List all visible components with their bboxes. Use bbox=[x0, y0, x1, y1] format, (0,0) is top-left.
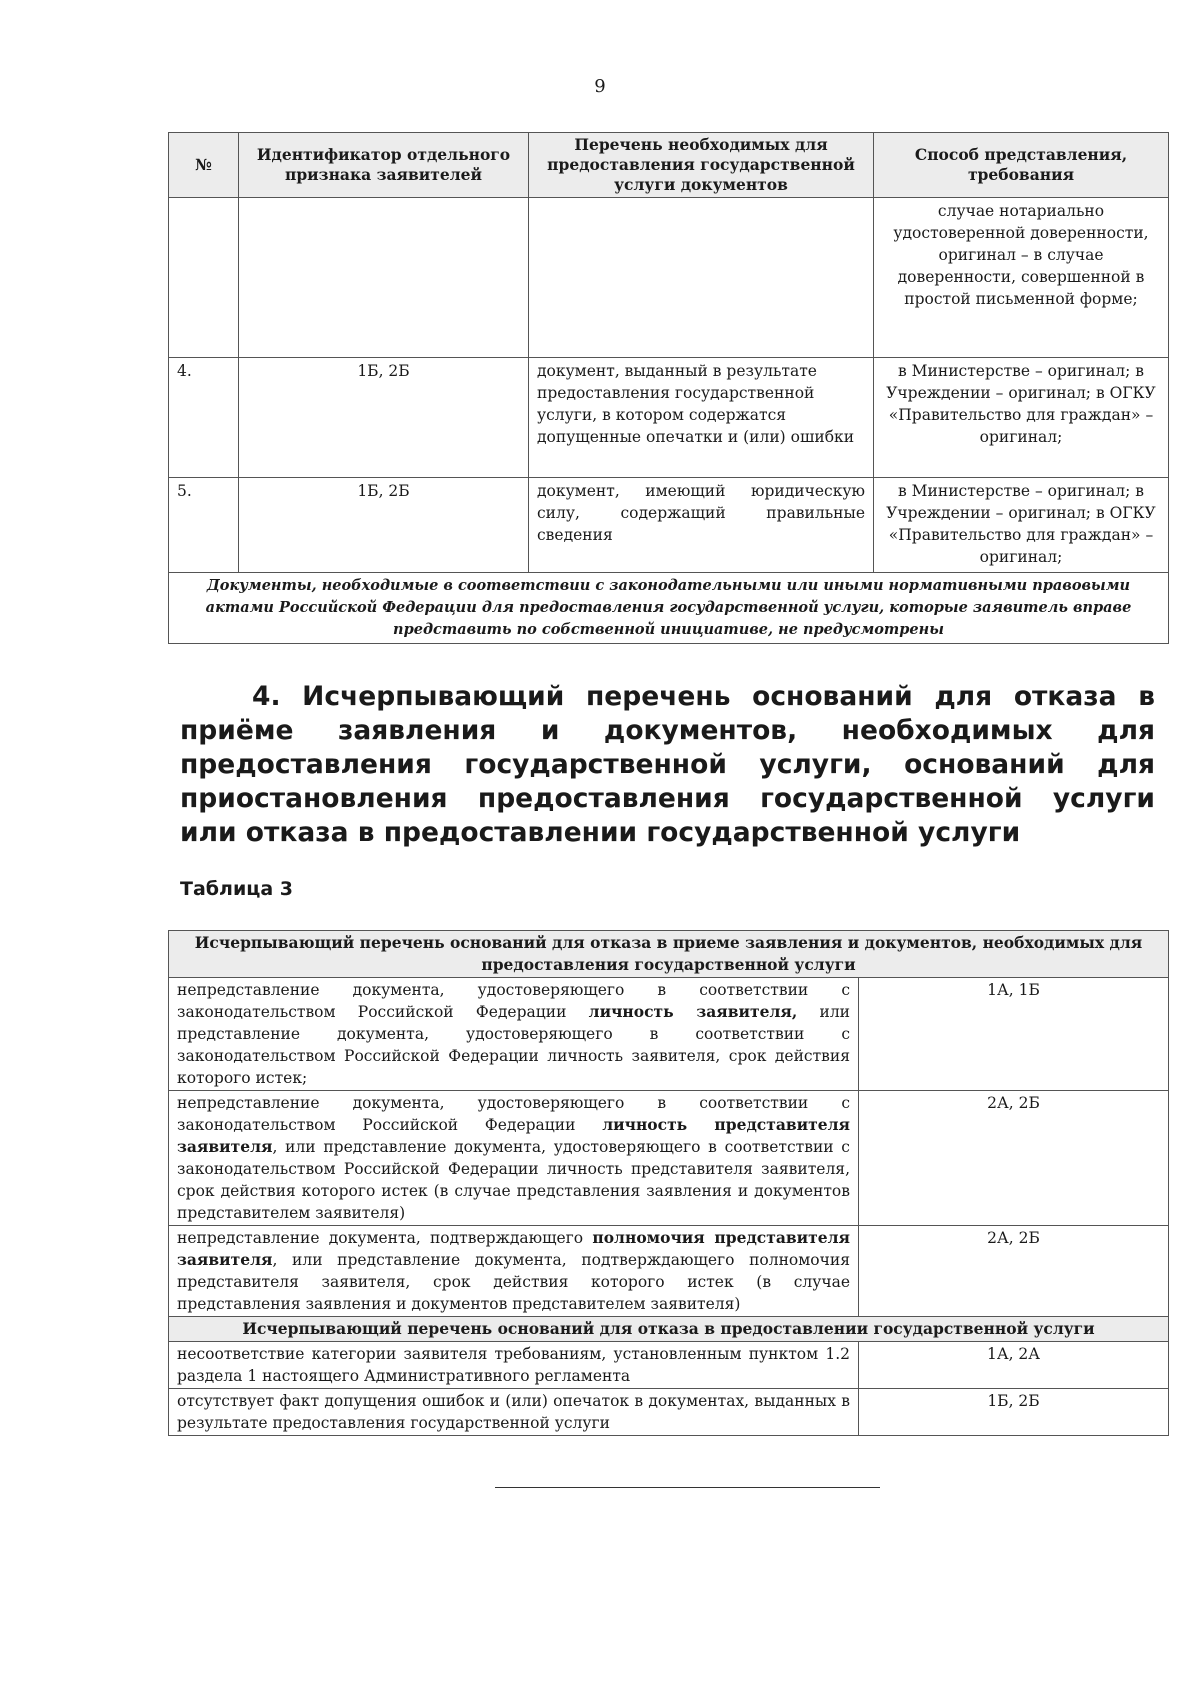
reason-text: непредставление документа, удостоверяющего в соответствии с законодательством Российской Федерации bbox=[177, 1094, 850, 1134]
cell-identifier bbox=[239, 198, 529, 358]
cell-codes: 2А, 2Б bbox=[859, 1091, 1169, 1226]
cell-codes: 1Б, 2Б bbox=[859, 1389, 1169, 1436]
cell-method: случае нотариально удостоверенной доверенности, оригинал – в случае доверенности, совершенной в простой письменной форме; bbox=[874, 198, 1169, 358]
cell-codes: 2А, 2Б bbox=[859, 1226, 1169, 1317]
reason-emphasis: личность представителя заявителя bbox=[177, 1115, 850, 1156]
reason-text: , или представление документа, удостоверяющего в соответствии с законодательством Российской Федерации личность представителя заявителя, срок действия которого истек (в случае представления заявления и документов представителем заявителя) bbox=[177, 1138, 850, 1222]
table-row bbox=[169, 1389, 1169, 1436]
reason-text: , или представление документа, подтверждающего полномочия представителя заявителя, срок действия которого истек (в случае представления заявления и документов представителем заявителя) bbox=[177, 1251, 850, 1313]
table-row bbox=[169, 1226, 1169, 1317]
section-header-reception: Исчерпывающий перечень оснований для отказа в приеме заявления и документов, необходимых для предоставления государственной услуги bbox=[169, 931, 1169, 978]
table-caption: Таблица 3 bbox=[180, 878, 294, 900]
reason-text: непредставление документа, удостоверяющего в соответствии с законодательством Российской Федерации bbox=[177, 981, 850, 1021]
table-section-header-row bbox=[169, 1317, 1169, 1342]
cell-num: 4. bbox=[169, 358, 239, 478]
table-row bbox=[169, 1091, 1169, 1226]
documents-table bbox=[168, 132, 1169, 644]
page-number: 9 bbox=[594, 76, 606, 97]
cell-method: в Министерстве – оригинал; в Учреждении – оригинал; в ОГКУ «Правительство для граждан» – оригинал; bbox=[874, 358, 1169, 478]
table-header-row bbox=[169, 133, 1169, 198]
header-num: № bbox=[169, 133, 239, 198]
table-section-header-row bbox=[169, 931, 1169, 978]
table-note: Документы, необходимые в соответствии с законодательными или иными нормативными правовыми актами Российской Федерации для предоставления государственной услуги, которые заявитель вправе представить по собственной инициативе, не предусмотрены bbox=[169, 573, 1169, 644]
section-header-refusal: Исчерпывающий перечень оснований для отказа в предоставлении государственной услуги bbox=[169, 1317, 1169, 1342]
cell-reason bbox=[169, 978, 859, 1091]
table-note-row bbox=[169, 573, 1169, 644]
cell-identifier: 1Б, 2Б bbox=[239, 478, 529, 573]
cell-codes: 1А, 1Б bbox=[859, 978, 1169, 1091]
table-row bbox=[169, 358, 1169, 478]
header-method: Способ представления, требования bbox=[874, 133, 1169, 198]
reason-emphasis: полномочия представителя заявителя bbox=[177, 1228, 851, 1269]
cell-num: 5. bbox=[169, 478, 239, 573]
table-row bbox=[169, 478, 1169, 573]
cell-document: документ, имеющий юридическую силу, содержащий правильные сведения bbox=[529, 478, 874, 573]
cell-num bbox=[169, 198, 239, 358]
cell-codes: 1А, 2А bbox=[859, 1342, 1169, 1389]
cell-method: в Министерстве – оригинал; в Учреждении – оригинал; в ОГКУ «Правительство для граждан» – оригинал; bbox=[874, 478, 1169, 573]
reason-emphasis: личность заявителя, bbox=[588, 1002, 798, 1021]
table-row bbox=[169, 198, 1169, 358]
cell-reason: несоответствие категории заявителя требованиям, установленным пунктом 1.2 раздела 1 настоящего Административного регламента bbox=[169, 1342, 859, 1389]
end-divider bbox=[495, 1487, 880, 1488]
table-row bbox=[169, 978, 1169, 1091]
reason-text: или представление документа, удостоверяющего в соответствии с законодательством Российской Федерации личность заявителя, срок действия которого истек; bbox=[177, 1003, 851, 1087]
refusal-grounds-table bbox=[168, 930, 1169, 1436]
cell-reason bbox=[169, 1226, 859, 1317]
cell-document bbox=[529, 198, 874, 358]
cell-reason bbox=[169, 1091, 859, 1226]
table-row bbox=[169, 1342, 1169, 1389]
cell-document: документ, выданный в результате предоставления государственной услуги, в котором содержатся допущенные опечатки и (или) ошибки bbox=[529, 358, 874, 478]
reason-text: непредставление документа, подтверждающего bbox=[177, 1229, 593, 1247]
cell-identifier: 1Б, 2Б bbox=[239, 358, 529, 478]
cell-reason: отсутствует факт допущения ошибок и (или) опечаток в документах, выданных в результате предоставления государственной услуги bbox=[169, 1389, 859, 1436]
section-heading: 4. Исчерпывающий перечень оснований для отказа в приёме заявления и документов, необходимых для предоставления государственной услуги, оснований для приостановления предоставления государственной услуги или отказа в предоставлении государственной услуги bbox=[180, 681, 1155, 848]
header-documents: Перечень необходимых для предоставления государственной услуги документов bbox=[529, 133, 874, 198]
header-identifier: Идентификатор отдельного признака заявителей bbox=[239, 133, 529, 198]
